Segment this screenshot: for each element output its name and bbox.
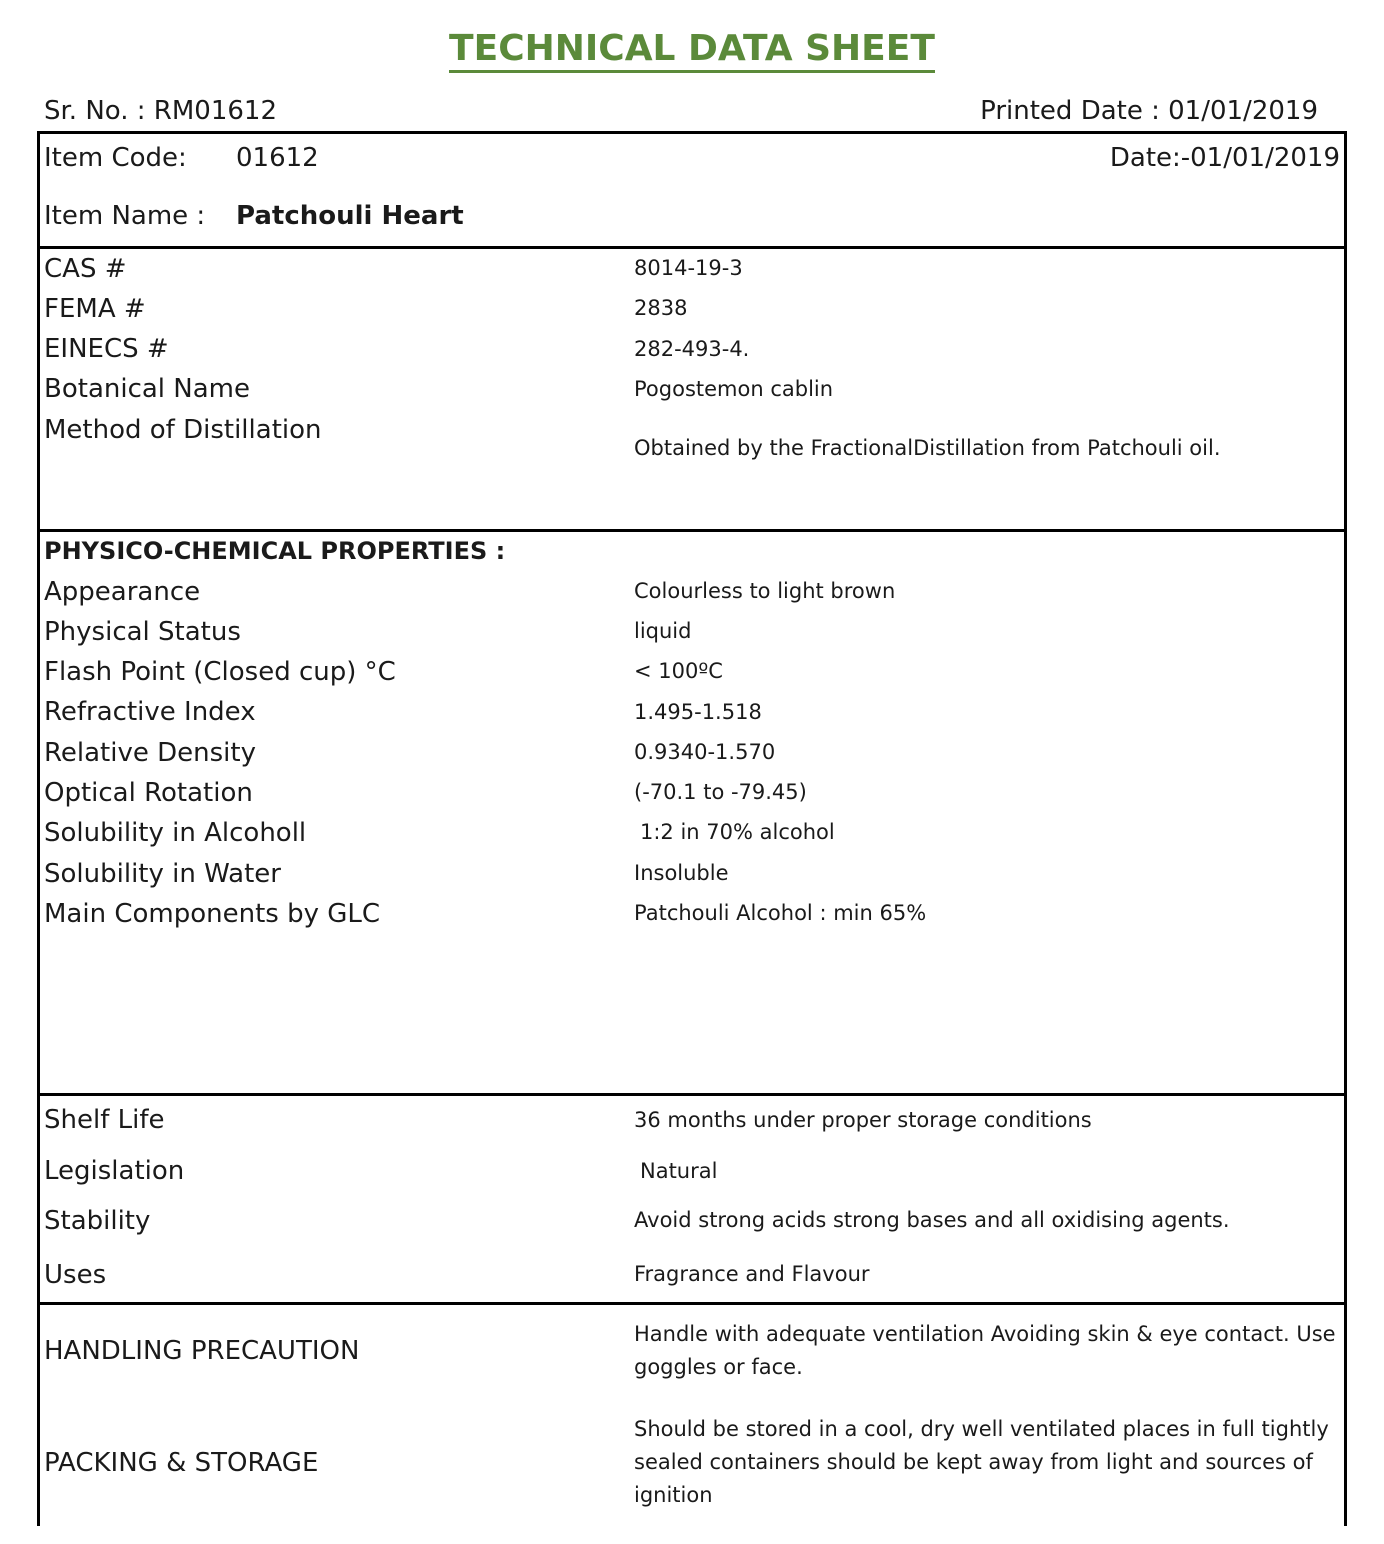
divider-general [37, 1302, 1347, 1305]
document-title [0, 28, 1384, 69]
relative-density-value: 0.9340-1.570 [634, 740, 776, 764]
shelf-life-value: 36 months under proper storage conditions [634, 1108, 1092, 1132]
shelf-life-label: Shelf Life [44, 1105, 165, 1135]
handling-line-2: goggles or face. [634, 1355, 803, 1379]
legislation-value: Natural [640, 1159, 718, 1183]
properties-heading: PHYSICO-CHEMICAL PROPERTIES : [44, 537, 506, 565]
optical-rotation-label: Optical Rotation [44, 778, 253, 808]
cas-value: 8014-19-3 [634, 256, 743, 280]
packing-label: PACKING & STORAGE [44, 1448, 319, 1478]
handling-line-1: Handle with adequate ventilation Avoiding skin & eye contact. Use [634, 1322, 1336, 1346]
document-title-text: TECHNICAL DATA SHEET [449, 28, 935, 73]
relative-density-label: Relative Density [44, 738, 256, 768]
stability-label: Stability [44, 1206, 151, 1236]
flash-point-value: < 100ºC [634, 659, 723, 683]
item-code-label: Item Code: [44, 143, 187, 173]
optical-rotation-value: (-70.1 to -79.45) [634, 780, 807, 804]
physical-status-label: Physical Status [44, 617, 241, 647]
flash-point-label: Flash Point (Closed cup) °C [44, 657, 396, 687]
packing-line-2: sealed containers should be kept away from light and sources of [634, 1450, 1313, 1474]
botanical-name-value: Pogostemon cablin [634, 377, 834, 401]
item-code-value: 01612 [236, 143, 319, 173]
item-date: Date:-01/01/2019 [1109, 143, 1340, 173]
solubility-alcohol-label: Solubility in Alcoholl [44, 818, 307, 848]
appearance-label: Appearance [44, 577, 201, 607]
einecs-label: EINECS # [44, 334, 169, 364]
fema-label: FEMA # [44, 294, 146, 324]
handling-label: HANDLING PRECAUTION [44, 1336, 360, 1366]
refractive-index-value: 1.495-1.518 [634, 700, 762, 724]
main-components-label: Main Components by GLC [44, 899, 381, 929]
uses-label: Uses [44, 1260, 107, 1290]
main-components-value: Patchouli Alcohol : min 65% [634, 901, 927, 925]
packing-line-3: ignition [634, 1483, 713, 1507]
cas-label: CAS # [44, 254, 127, 284]
serial-number: Sr. No. : RM01612 [44, 96, 277, 126]
divider-properties [37, 1093, 1347, 1096]
frame-left-border [37, 131, 40, 1526]
solubility-alcohol-value: 1:2 in 70% alcohol [640, 820, 835, 844]
stability-value: Avoid strong acids strong bases and all oxidising agents. [634, 1208, 1230, 1232]
packing-line-1: Should be stored in a cool, dry well ventilated places in full tightly [634, 1417, 1329, 1441]
divider-identification [37, 529, 1347, 532]
item-name-value: Patchouli Heart [236, 201, 464, 231]
printed-date: Printed Date : 01/01/2019 [980, 96, 1318, 126]
divider-item-info [37, 246, 1347, 249]
uses-value: Fragrance and Flavour [634, 1262, 870, 1286]
solubility-water-label: Solubility in Water [44, 859, 281, 889]
solubility-water-value: Insoluble [634, 861, 729, 885]
appearance-value: Colourless to light brown [634, 579, 896, 603]
einecs-value: 282-493-4. [634, 337, 750, 361]
frame-top-border [37, 131, 1347, 134]
item-name-label: Item Name : [44, 201, 206, 231]
distillation-label: Method of Distillation [44, 415, 322, 445]
botanical-name-label: Botanical Name [44, 374, 250, 404]
distillation-value: Obtained by the FractionalDistillation from Patchouli oil. [634, 436, 1221, 460]
refractive-index-label: Refractive Index [44, 697, 256, 727]
frame-right-border [1344, 131, 1347, 1526]
fema-value: 2838 [634, 296, 688, 320]
legislation-label: Legislation [44, 1156, 185, 1186]
physical-status-value: liquid [634, 619, 692, 643]
